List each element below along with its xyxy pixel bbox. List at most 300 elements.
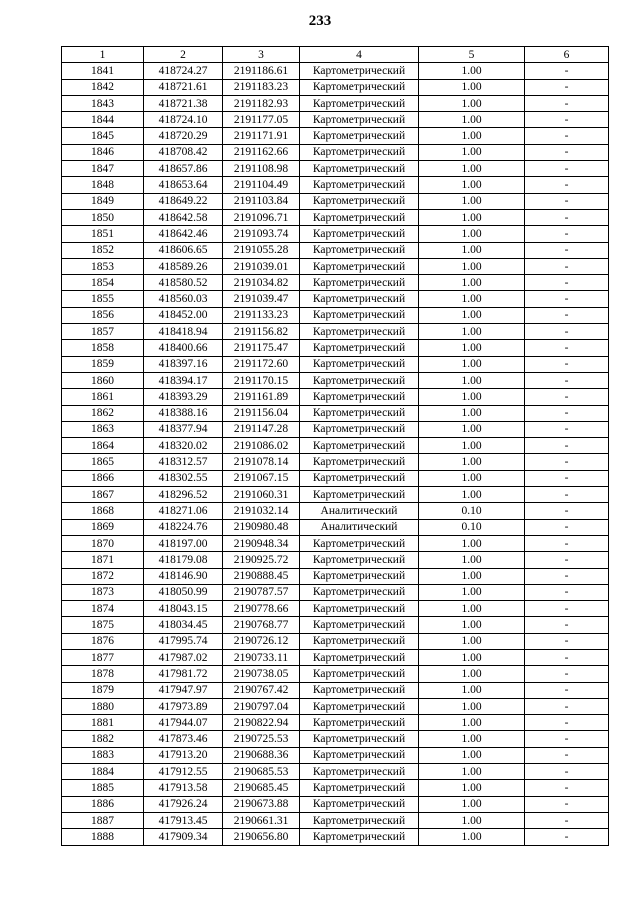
table-cell-col-1: 1879 [62, 682, 144, 698]
table-cell-col-5: 1.00 [419, 372, 525, 388]
table-cell-col-1: 1851 [62, 226, 144, 242]
table-row [62, 112, 609, 128]
table-cell-col-1: 1877 [62, 649, 144, 665]
table-row [62, 340, 609, 356]
table-cell-col-4: Картометрический [300, 649, 419, 665]
table-row [62, 731, 609, 747]
table-cell-col-2: 417973.89 [144, 698, 223, 714]
table-row [62, 552, 609, 568]
table-cell-col-3: 2190738.05 [223, 666, 300, 682]
table-cell-col-3: 2191034.82 [223, 275, 300, 291]
table-cell-col-1: 1873 [62, 584, 144, 600]
table-row [62, 666, 609, 682]
table-row [62, 193, 609, 209]
table-cell-col-6: - [525, 340, 609, 356]
table-cell-col-2: 418452.00 [144, 307, 223, 323]
table-row [62, 796, 609, 812]
table-cell-col-5: 1.00 [419, 698, 525, 714]
table-cell-col-6: - [525, 601, 609, 617]
table-cell-col-1: 1844 [62, 112, 144, 128]
table-cell-col-2: 417987.02 [144, 649, 223, 665]
table-cell-col-3: 2190661.31 [223, 812, 300, 828]
table-cell-col-3: 2191060.31 [223, 487, 300, 503]
table-cell-col-5: 1.00 [419, 209, 525, 225]
table-cell-col-6: - [525, 552, 609, 568]
table-cell-col-4: Картометрический [300, 731, 419, 747]
table-row [62, 242, 609, 258]
table-cell-col-5: 1.00 [419, 79, 525, 95]
table-cell-col-5: 1.00 [419, 258, 525, 274]
table-row [62, 747, 609, 763]
table-cell-col-3: 2191175.47 [223, 340, 300, 356]
table-cell-col-2: 418377.94 [144, 421, 223, 437]
table-cell-col-6: - [525, 812, 609, 828]
table-cell-col-2: 417873.46 [144, 731, 223, 747]
table-row [62, 780, 609, 796]
table-cell-col-6: - [525, 421, 609, 437]
table-cell-col-6: - [525, 454, 609, 470]
table-cell-col-3: 2191104.49 [223, 177, 300, 193]
table-row [62, 633, 609, 649]
table-cell-col-1: 1878 [62, 666, 144, 682]
table-cell-col-2: 418653.64 [144, 177, 223, 193]
table-row [62, 324, 609, 340]
table-cell-col-5: 1.00 [419, 95, 525, 111]
table-cell-col-6: - [525, 796, 609, 812]
table-row [62, 161, 609, 177]
table-cell-col-3: 2191172.60 [223, 356, 300, 372]
table-cell-col-6: - [525, 470, 609, 486]
table-cell-col-1: 1880 [62, 698, 144, 714]
table-cell-col-5: 1.00 [419, 128, 525, 144]
table-cell-col-4: Аналитический [300, 503, 419, 519]
table-cell-col-2: 418720.29 [144, 128, 223, 144]
table-cell-col-1: 1875 [62, 617, 144, 633]
table-cell-col-3: 2190656.80 [223, 829, 300, 845]
table-cell-col-3: 2191086.02 [223, 438, 300, 454]
table-cell-col-2: 418388.16 [144, 405, 223, 421]
table-cell-col-6: - [525, 780, 609, 796]
table-cell-col-1: 1862 [62, 405, 144, 421]
table-cell-col-3: 2191093.74 [223, 226, 300, 242]
table-cell-col-5: 1.00 [419, 715, 525, 731]
table-cell-col-4: Картометрический [300, 307, 419, 323]
table-cell-col-6: - [525, 389, 609, 405]
table-cell-col-3: 2191108.98 [223, 161, 300, 177]
table-cell-col-1: 1882 [62, 731, 144, 747]
table-cell-col-2: 418708.42 [144, 144, 223, 160]
table-cell-col-6: - [525, 715, 609, 731]
table-cell-col-3: 2190948.34 [223, 535, 300, 551]
table-cell-col-3: 2191161.89 [223, 389, 300, 405]
table-cell-col-5: 1.00 [419, 291, 525, 307]
table-cell-col-2: 418312.57 [144, 454, 223, 470]
table-cell-col-4: Картометрический [300, 535, 419, 551]
table-cell-col-2: 418397.16 [144, 356, 223, 372]
table-cell-col-6: - [525, 258, 609, 274]
table-cell-col-4: Картометрический [300, 584, 419, 600]
table-row [62, 79, 609, 95]
table-cell-col-3: 2191171.91 [223, 128, 300, 144]
table-cell-col-3: 2191133.23 [223, 307, 300, 323]
table-cell-col-2: 418418.94 [144, 324, 223, 340]
table-cell-col-4: Картометрический [300, 764, 419, 780]
table-cell-col-6: - [525, 63, 609, 79]
table-cell-col-6: - [525, 226, 609, 242]
table-cell-col-2: 418400.66 [144, 340, 223, 356]
table-cell-col-2: 417913.45 [144, 812, 223, 828]
table-cell-col-2: 417913.20 [144, 747, 223, 763]
table-cell-col-5: 1.00 [419, 405, 525, 421]
table-cell-col-6: - [525, 731, 609, 747]
table-cell-col-1: 1852 [62, 242, 144, 258]
table-cell-col-3: 2191103.84 [223, 193, 300, 209]
table-cell-col-3: 2190768.77 [223, 617, 300, 633]
table-row [62, 454, 609, 470]
table-cell-col-4: Картометрический [300, 372, 419, 388]
table-row [62, 829, 609, 845]
table-row [62, 372, 609, 388]
table-cell-col-2: 418657.86 [144, 161, 223, 177]
table-cell-col-6: - [525, 112, 609, 128]
table-cell-col-2: 417912.55 [144, 764, 223, 780]
table-cell-col-3: 2191156.04 [223, 405, 300, 421]
table-cell-col-5: 1.00 [419, 796, 525, 812]
column-header-1: 1 [62, 47, 144, 63]
table-cell-col-6: - [525, 649, 609, 665]
table-cell-col-2: 417981.72 [144, 666, 223, 682]
table-cell-col-3: 2191039.47 [223, 291, 300, 307]
table-cell-col-5: 1.00 [419, 63, 525, 79]
table-cell-col-5: 1.00 [419, 780, 525, 796]
table-row [62, 63, 609, 79]
table-row [62, 226, 609, 242]
table-cell-col-1: 1863 [62, 421, 144, 437]
table-row [62, 698, 609, 714]
column-header-5: 5 [419, 47, 525, 63]
table-cell-col-2: 417926.24 [144, 796, 223, 812]
table-cell-col-5: 1.00 [419, 242, 525, 258]
table-row [62, 601, 609, 617]
table-cell-col-1: 1857 [62, 324, 144, 340]
table-cell-col-6: - [525, 128, 609, 144]
table-cell-col-6: - [525, 79, 609, 95]
table-cell-col-3: 2190725.53 [223, 731, 300, 747]
table-cell-col-5: 1.00 [419, 438, 525, 454]
table-cell-col-4: Картометрический [300, 340, 419, 356]
table-cell-col-5: 1.00 [419, 584, 525, 600]
table-cell-col-5: 1.00 [419, 747, 525, 763]
table-cell-col-5: 1.00 [419, 649, 525, 665]
table-cell-col-4: Картометрический [300, 487, 419, 503]
table-cell-col-3: 2190925.72 [223, 552, 300, 568]
table-cell-col-5: 1.00 [419, 568, 525, 584]
table-cell-col-2: 418721.38 [144, 95, 223, 111]
table-cell-col-2: 418606.65 [144, 242, 223, 258]
page-number: 233 [308, 13, 332, 29]
table-cell-col-4: Картометрический [300, 79, 419, 95]
table-cell-col-4: Картометрический [300, 193, 419, 209]
table-cell-col-4: Картометрический [300, 568, 419, 584]
table-cell-col-1: 1858 [62, 340, 144, 356]
table-cell-col-4: Картометрический [300, 144, 419, 160]
table-cell-col-2: 418197.00 [144, 535, 223, 551]
table-cell-col-4: Картометрический [300, 747, 419, 763]
table-cell-col-4: Аналитический [300, 519, 419, 535]
table-row [62, 438, 609, 454]
table-cell-col-5: 1.00 [419, 275, 525, 291]
table-cell-col-4: Картометрический [300, 128, 419, 144]
table-cell-col-4: Картометрический [300, 666, 419, 682]
table-row [62, 535, 609, 551]
table-cell-col-5: 1.00 [419, 535, 525, 551]
table-cell-col-6: - [525, 666, 609, 682]
table-cell-col-6: - [525, 144, 609, 160]
table-cell-col-2: 418034.45 [144, 617, 223, 633]
table-cell-col-3: 2190685.53 [223, 764, 300, 780]
table-cell-col-3: 2191183.23 [223, 79, 300, 95]
table-cell-col-5: 1.00 [419, 617, 525, 633]
table-cell-col-2: 418302.55 [144, 470, 223, 486]
table-cell-col-2: 418043.15 [144, 601, 223, 617]
table-cell-col-4: Картометрический [300, 796, 419, 812]
column-header-4: 4 [300, 47, 419, 63]
table-cell-col-1: 1841 [62, 63, 144, 79]
table-cell-col-1: 1888 [62, 829, 144, 845]
table-row [62, 307, 609, 323]
table-cell-col-5: 1.00 [419, 552, 525, 568]
table-cell-col-1: 1845 [62, 128, 144, 144]
table-row [62, 470, 609, 486]
table-cell-col-4: Картометрический [300, 275, 419, 291]
table-cell-col-5: 1.00 [419, 829, 525, 845]
table-cell-col-3: 2191096.71 [223, 209, 300, 225]
table-cell-col-5: 1.00 [419, 340, 525, 356]
table-cell-col-2: 418394.17 [144, 372, 223, 388]
table-cell-col-4: Картометрический [300, 177, 419, 193]
table-cell-col-5: 1.00 [419, 487, 525, 503]
table-cell-col-3: 2191182.93 [223, 95, 300, 111]
table-cell-col-4: Картометрический [300, 421, 419, 437]
table-cell-col-4: Картометрический [300, 405, 419, 421]
table-cell-col-2: 418146.90 [144, 568, 223, 584]
table-row [62, 389, 609, 405]
table-cell-col-5: 1.00 [419, 161, 525, 177]
table-row [62, 275, 609, 291]
table-cell-col-1: 1859 [62, 356, 144, 372]
table-cell-col-1: 1847 [62, 161, 144, 177]
table-cell-col-5: 1.00 [419, 666, 525, 682]
table-cell-col-1: 1849 [62, 193, 144, 209]
table-cell-col-6: - [525, 324, 609, 340]
table-cell-col-4: Картометрический [300, 438, 419, 454]
table-cell-col-1: 1867 [62, 487, 144, 503]
table-cell-col-2: 418560.03 [144, 291, 223, 307]
table-cell-col-5: 1.00 [419, 470, 525, 486]
table-cell-col-6: - [525, 633, 609, 649]
table-row [62, 405, 609, 421]
table-cell-col-4: Картометрический [300, 633, 419, 649]
table-cell-col-2: 417944.07 [144, 715, 223, 731]
table-cell-col-4: Картометрический [300, 454, 419, 470]
table-cell-col-6: - [525, 764, 609, 780]
table-cell-col-3: 2190726.12 [223, 633, 300, 649]
table-cell-col-5: 1.00 [419, 764, 525, 780]
table-cell-col-3: 2191186.61 [223, 63, 300, 79]
table-cell-col-4: Картометрический [300, 470, 419, 486]
table-cell-col-6: - [525, 503, 609, 519]
table-cell-col-6: - [525, 95, 609, 111]
table-row [62, 177, 609, 193]
table-cell-col-4: Картометрический [300, 324, 419, 340]
table-cell-col-1: 1868 [62, 503, 144, 519]
table-cell-col-5: 0.10 [419, 503, 525, 519]
table-row [62, 617, 609, 633]
table-cell-col-1: 1881 [62, 715, 144, 731]
table-row [62, 568, 609, 584]
table-cell-col-3: 2190822.94 [223, 715, 300, 731]
table-cell-col-3: 2191039.01 [223, 258, 300, 274]
table-cell-col-6: - [525, 438, 609, 454]
table-cell-col-4: Картометрический [300, 601, 419, 617]
table-cell-col-3: 2191147.28 [223, 421, 300, 437]
table-cell-col-4: Картометрический [300, 356, 419, 372]
table-cell-col-1: 1854 [62, 275, 144, 291]
column-header-3: 3 [223, 47, 300, 63]
table-cell-col-5: 1.00 [419, 112, 525, 128]
table-cell-col-4: Картометрический [300, 617, 419, 633]
table-cell-col-4: Картометрический [300, 242, 419, 258]
table-cell-col-1: 1855 [62, 291, 144, 307]
table-row [62, 519, 609, 535]
table-cell-col-5: 1.00 [419, 812, 525, 828]
table-cell-col-3: 2191067.15 [223, 470, 300, 486]
table-cell-col-3: 2190685.45 [223, 780, 300, 796]
table-cell-col-1: 1860 [62, 372, 144, 388]
table-cell-col-6: - [525, 193, 609, 209]
table-cell-col-1: 1850 [62, 209, 144, 225]
table-cell-col-6: - [525, 356, 609, 372]
table-cell-col-1: 1865 [62, 454, 144, 470]
table-cell-col-6: - [525, 535, 609, 551]
table-row [62, 95, 609, 111]
table-row [62, 421, 609, 437]
table-cell-col-2: 418179.08 [144, 552, 223, 568]
table-row [62, 128, 609, 144]
table-cell-col-4: Картометрический [300, 698, 419, 714]
table-row [62, 356, 609, 372]
table-cell-col-3: 2190688.36 [223, 747, 300, 763]
table-row [62, 584, 609, 600]
table-cell-col-1: 1853 [62, 258, 144, 274]
table-row [62, 764, 609, 780]
table-cell-col-6: - [525, 161, 609, 177]
table-cell-col-5: 1.00 [419, 421, 525, 437]
table-body [62, 63, 609, 845]
table-cell-col-3: 2190778.66 [223, 601, 300, 617]
table-cell-col-1: 1842 [62, 79, 144, 95]
table-cell-col-2: 418724.27 [144, 63, 223, 79]
table-cell-col-1: 1848 [62, 177, 144, 193]
table-cell-col-4: Картометрический [300, 95, 419, 111]
table-cell-col-3: 2191078.14 [223, 454, 300, 470]
header-row [62, 47, 609, 63]
table-cell-col-3: 2191170.15 [223, 372, 300, 388]
table-cell-col-6: - [525, 275, 609, 291]
table-cell-col-2: 417913.58 [144, 780, 223, 796]
table-cell-col-5: 1.00 [419, 307, 525, 323]
table-cell-col-3: 2190733.11 [223, 649, 300, 665]
table-cell-col-2: 418296.52 [144, 487, 223, 503]
table-cell-col-6: - [525, 291, 609, 307]
table-cell-col-1: 1885 [62, 780, 144, 796]
table-cell-col-2: 418224.76 [144, 519, 223, 535]
table-cell-col-2: 418393.29 [144, 389, 223, 405]
table-cell-col-1: 1883 [62, 747, 144, 763]
table-cell-col-4: Картометрический [300, 161, 419, 177]
table-cell-col-3: 2191156.82 [223, 324, 300, 340]
table-row [62, 682, 609, 698]
table-cell-col-2: 417909.34 [144, 829, 223, 845]
table-cell-col-6: - [525, 617, 609, 633]
table-cell-col-4: Картометрический [300, 812, 419, 828]
table-cell-col-2: 418642.46 [144, 226, 223, 242]
table-cell-col-1: 1872 [62, 568, 144, 584]
table-cell-col-3: 2190673.88 [223, 796, 300, 812]
table-cell-col-2: 418589.26 [144, 258, 223, 274]
table-cell-col-5: 1.00 [419, 682, 525, 698]
table-cell-col-2: 418724.10 [144, 112, 223, 128]
table-cell-col-5: 1.00 [419, 389, 525, 405]
table-cell-col-4: Картометрический [300, 258, 419, 274]
table-cell-col-1: 1856 [62, 307, 144, 323]
table-cell-col-6: - [525, 698, 609, 714]
table-cell-col-6: - [525, 209, 609, 225]
table-cell-col-3: 2190888.45 [223, 568, 300, 584]
table-cell-col-4: Картометрический [300, 682, 419, 698]
table-cell-col-4: Картометрический [300, 226, 419, 242]
table-cell-col-6: - [525, 487, 609, 503]
table-cell-col-6: - [525, 177, 609, 193]
table-cell-col-5: 1.00 [419, 731, 525, 747]
table-cell-col-2: 417995.74 [144, 633, 223, 649]
table-row [62, 291, 609, 307]
table-cell-col-1: 1843 [62, 95, 144, 111]
table-cell-col-5: 0.10 [419, 519, 525, 535]
table-cell-col-1: 1861 [62, 389, 144, 405]
table-cell-col-3: 2191162.66 [223, 144, 300, 160]
table-cell-col-4: Картометрический [300, 829, 419, 845]
table-cell-col-2: 418271.06 [144, 503, 223, 519]
table-cell-col-1: 1871 [62, 552, 144, 568]
table-cell-col-6: - [525, 747, 609, 763]
table-cell-col-4: Картометрический [300, 291, 419, 307]
table-row [62, 715, 609, 731]
table-cell-col-1: 1874 [62, 601, 144, 617]
table-cell-col-4: Картометрический [300, 112, 419, 128]
coordinates-table [61, 46, 609, 846]
table-cell-col-4: Картометрический [300, 209, 419, 225]
table-cell-col-6: - [525, 307, 609, 323]
table-cell-col-5: 1.00 [419, 356, 525, 372]
table-cell-col-5: 1.00 [419, 177, 525, 193]
table-cell-col-2: 418050.99 [144, 584, 223, 600]
table-cell-col-2: 418721.61 [144, 79, 223, 95]
table-cell-col-4: Картометрический [300, 552, 419, 568]
table-cell-col-1: 1864 [62, 438, 144, 454]
table-row [62, 258, 609, 274]
table-cell-col-3: 2191032.14 [223, 503, 300, 519]
